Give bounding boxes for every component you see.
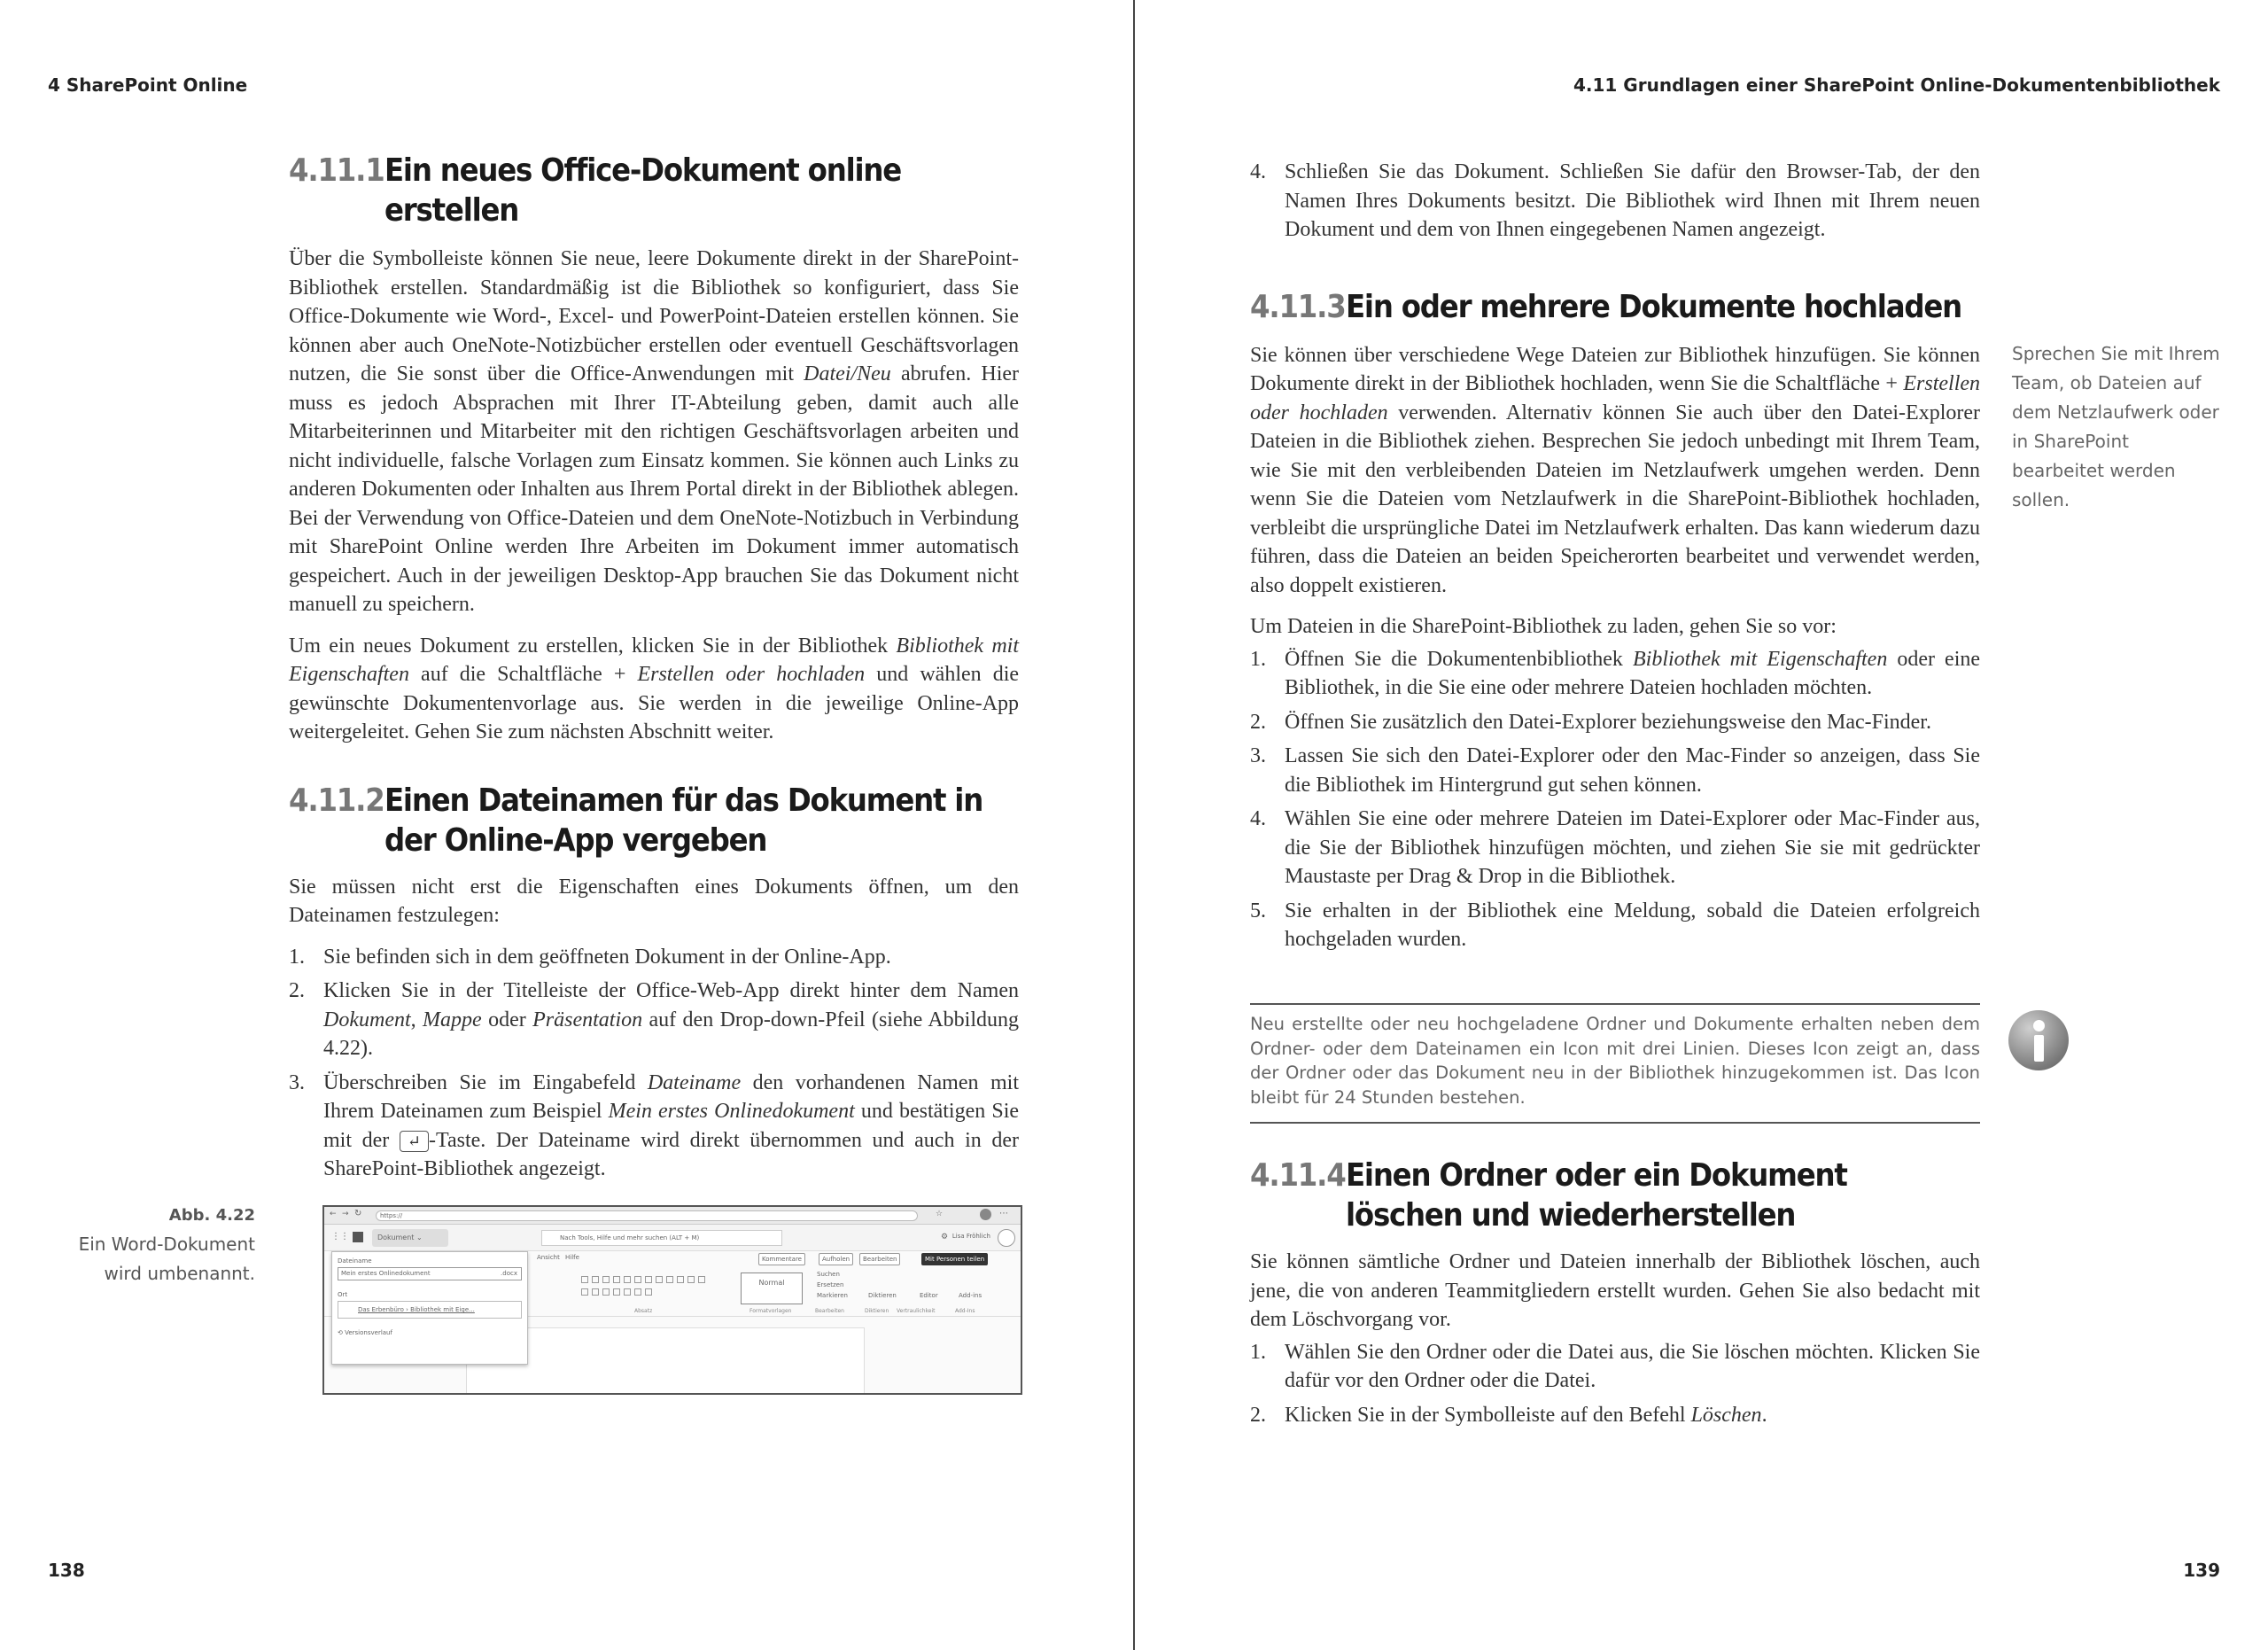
paragraph: Über die Symbolleiste können Sie neue, leere Dokumente direkt in der SharePoint-Bibliothek erstellen. Standardmäßig ist die Bibliothek so konfiguriert, dass Sie Office-Dokumente wie Word-, Excel- und PowerPoint-Dateien erstellen können. Sie können aber auch OneNote-Notizbücher erstellen oder eventuell Geschäftsvorlagen nutzen, die Sie sonst über die Office-Anwendungen mit Datei/Neu abrufen. Hier muss es jedoch Absprachen mit Ihrer IT-Abteilung geben, damit auch alle Mitarbeiterinnen und Mitarbeiter mit den richtigen Geschäftsvorlagen arbeiten und nicht individuelle, falsche Vorlagen zum Einsatz kommen. Sie können auch Links zu anderen Dokumenten oder Inhalten aus Ihrem Portal direkt in der Bibliothek ablegen. Bei der Verwendung von Office-Dateien und dem OneNote-Notizbuch in Verbindung mit SharePoint Online werden Ihre Arbeiten im Dokument immer automatisch gespeichert. Auch in der jeweiligen Desktop-App brauchen Sie das Dokument nicht manuell zu speichern. <box>289 247 1020 616</box>
paragraph: Sie müssen nicht erst die Eigenschaften eines Dokuments öffnen, um den Dateinamen festzulegen: <box>289 875 1019 927</box>
list-item: 1. Öffnen Sie die Dokumentenbibliothek Bibliothek mit Eigenschaften oder eine Bibliothek, in die Sie eine oder mehrere Dateien hochladen möchten. <box>1250 647 1981 699</box>
document-name-chip: Dokument ⌄ <box>372 1229 448 1247</box>
search-input: Nach Tools, Hilfe und mehr suchen (ALT + M) <box>541 1230 782 1246</box>
history-icon: ⟲ <box>338 1329 343 1336</box>
figure-label: Abb. 4.22 <box>168 1206 255 1225</box>
filename-field: Mein erstes Onlinedokument .docx <box>338 1267 522 1280</box>
word-logo-icon <box>353 1232 363 1242</box>
figure-screenshot <box>322 1205 1022 1395</box>
ribbon: Normal Suchen Ersetzen Markieren Diktieren Editor Add-ins Absatz Formatvorlagen Bearbeiten Diktieren Vertraulichkeit Add-Ins <box>324 1267 1021 1317</box>
figure-caption-text: Ein Word-Dokument wird umbenannt. <box>78 1234 255 1284</box>
version-history-link: ⟲ Versionsverlauf <box>338 1329 392 1336</box>
running-head-right: 4.11 Grundlagen einer SharePoint Online-Dokumentenbibliothek <box>1573 74 2220 96</box>
reload-icon: ↻ <box>354 1209 362 1218</box>
list-item: 4. Schließen Sie das Dokument. Schließen Sie dafür den Browser-Tab, der den Namen Ihres Dokuments besitzt. Die Bibliothek wird Ihnen mit Ihrem neuen Dokument und dem von Ihnen eingegebenen Namen angezeigt. <box>1250 160 1980 241</box>
browser-tabbar <box>324 1207 1021 1225</box>
list-item: 3. Überschreiben Sie im Eingabefeld Dateiname den vorhandenen Namen mit Ihrem Dateinamen zum Beispiel Mein erstes Onlinedokument und bestätigen Sie mit der ↵ -Taste. Der Dateiname wird direkt übernommen und auch in der SharePoint-Bibliothek angezeigt. <box>289 1070 1020 1180</box>
paragraph: Um ein neues Dokument zu erstellen, klicken Sie in der Bibliothek Bibliothek mit Eigenschaften auf die Schaltfläche + Erstellen oder hochladen und wählen die gewünschte Dokumentenvorlage aus. Sie werden in die jeweilige Online-App weitergeleitet. Gehen Sie zum nächsten Abschnitt weiter. <box>289 634 1020 743</box>
page-number-right: 139 <box>2183 1560 2220 1581</box>
section-number: 4.11.4 <box>1250 1157 1346 1194</box>
forward-icon: → <box>342 1210 349 1218</box>
list-item: 2. Öffnen Sie zusätzlich den Datei-Explorer beziehungsweise den Mac-Finder. <box>1250 710 1931 734</box>
list-item: 1. Wählen Sie den Ordner oder die Datei aus, die Sie löschen möchten. Klicken Sie dafür vor den Ordner oder die Datei. <box>1250 1340 1980 1392</box>
star-icon: ☆ <box>936 1210 944 1218</box>
avatar <box>998 1229 1015 1247</box>
back-icon: ← <box>330 1210 337 1218</box>
user-name: Lisa Fröhlich <box>951 1233 990 1240</box>
list-item: 1. Sie befinden sich in dem geöffneten Dokument in der Online-App. <box>289 945 891 969</box>
paragraph: Um Dateien in die SharePoint-Bibliothek zu laden, gehen Sie so vor: <box>1250 615 1837 638</box>
section-heading-4-11-1 <box>289 151 1019 230</box>
page-number-left: 138 <box>48 1560 85 1581</box>
section-heading-4-11-4 <box>1250 1156 1980 1235</box>
list-item: 3. Lassen Sie sich den Datei-Explorer oder den Mac-Finder so anzeigen, dass Sie die Bibliothek im Hintergrund gut sehen können. <box>1250 744 1980 797</box>
ribbon-menu: Ansicht Hilfe Kommentare Aufholen Bearbeiten Mit Personen teilen <box>324 1251 1021 1267</box>
step-list <box>1250 158 1980 245</box>
step-list <box>1250 645 1980 954</box>
section-title: Ein neues Office-Dokument online erstellen <box>384 152 901 229</box>
gear-icon: ⚙ <box>941 1233 949 1241</box>
running-head-left: 4 SharePoint Online <box>48 74 248 96</box>
list-item: 5. Sie erhalten in der Bibliothek eine Meldung, sobald die Dateien erfolgreich hochgeladen wurden. <box>1250 899 1980 951</box>
share-button: Mit Personen teilen <box>921 1253 988 1265</box>
right-page <box>1135 0 2268 1650</box>
more-icon: ⋯ <box>999 1209 1008 1218</box>
edit-button: Bearbeiten <box>859 1253 900 1265</box>
office-appbar <box>324 1225 1021 1251</box>
figure-caption <box>53 1202 255 1288</box>
paragraph: Sie können über verschiedene Wege Dateien zur Bibliothek hinzufügen. Sie können Dokumente direkt in der Bibliothek hochladen, wenn Sie die Schaltfläche + Erstellen oder hochladen verwenden. Alternativ können Sie auch über den Datei-Explorer Dateien in die Bibliothek ziehen. Besprechen Sie jedoch unbedingt mit Ihrem Team, wie Sie mit den verbleibenden Dateien im Netzlaufwerk umgehen werden. Denn wenn Sie die Dateien vom Netzlaufwerk in die SharePoint-Bibliothek hochladen, verbleibt die ursprüngliche Datei im Netzlaufwerk erhalten. Das kann wiederum dazu führen, dass die Dateien an beiden Speicherorten bearbeitet und verwendet werden, also doppelt existieren. <box>1250 343 1981 597</box>
comments-button: Kommentare <box>758 1253 805 1265</box>
section-title: Einen Dateinamen für das Dokument in der Online-App vergeben <box>384 782 983 859</box>
style-gallery: Normal <box>741 1273 803 1304</box>
list-item: 2. Klicken Sie in der Symbolleiste auf den Befehl Löschen. <box>1250 1403 1767 1427</box>
info-icon <box>2008 1010 2069 1070</box>
section-number: 4.11.3 <box>1250 288 1346 325</box>
chevron-down-icon: ⌄ <box>416 1234 423 1241</box>
margin-note: Sprechen Sie mit Ihrem Team, ob Dateien auf dem Netzlaufwerk oder in SharePoint bearbeitet werden sollen. <box>2012 343 2220 510</box>
app-launcher-icon: ⋮⋮ <box>331 1232 349 1241</box>
list-item: 2. Klicken Sie in der Titelleiste der Office-Web-App direkt hinter dem Namen Dokument, Mappe oder Präsentation auf den Drop-down-Pfeil (siehe Abbildung 4.22). <box>289 979 1019 1060</box>
info-box: Neu erstellte oder neu hochgeladene Ordner und Dokumente erhalten neben dem Ordner- oder dem Dateinamen ein Icon mit drei Linien. Dieses Icon zeigt an, dass der Ordner oder das Dokument neu in der Bibliothek hinzugekommen ist. Das Icon bleibt für 24 Stunden bestehen. <box>1250 1003 1980 1124</box>
section-number: 4.11.2 <box>289 782 384 819</box>
section-title: Einen Ordner oder ein Dokument löschen und wiederherstellen <box>1346 1157 1847 1234</box>
filename-label: Dateiname <box>338 1257 372 1265</box>
location-field: Das Erbenbüro › Bibliothek mit Eige... <box>338 1301 522 1319</box>
section-title: Ein oder mehrere Dokumente hochladen <box>1346 288 1961 325</box>
list-item: 4. Wählen Sie eine oder mehrere Dateien im Datei-Explorer oder Mac-Finder aus, die Sie der Bibliothek hinzufügen möchten, und ziehen Sie sie mit gedrückter Maustaste per Drag & Drop in die Bibliothek. <box>1250 807 1980 888</box>
section-number: 4.11.1 <box>289 152 384 189</box>
location-label: Ort <box>338 1291 348 1298</box>
catchup-button: Aufholen <box>819 1253 853 1265</box>
paragraph: Sie können sämtliche Ordner und Dateien innerhalb der Bibliothek löschen, auch jene, die von anderen Teammitgliedern erstellt wurden. Gehen Sie also bedacht mit dem Löschvorgang vor. <box>1250 1250 1980 1331</box>
enter-key-icon: ↵ <box>400 1131 429 1152</box>
right-column <box>1250 158 1980 963</box>
section-heading-4-11-2 <box>289 781 1019 860</box>
section-heading-4-11-3 <box>1250 287 1980 327</box>
right-column-lower <box>1250 1156 1980 1438</box>
left-column <box>289 151 1019 1193</box>
profile-icon <box>980 1209 991 1220</box>
rename-popup <box>331 1251 528 1365</box>
address-bar: https:// <box>376 1210 918 1221</box>
step-list <box>289 943 1019 1184</box>
step-list <box>1250 1338 1980 1430</box>
